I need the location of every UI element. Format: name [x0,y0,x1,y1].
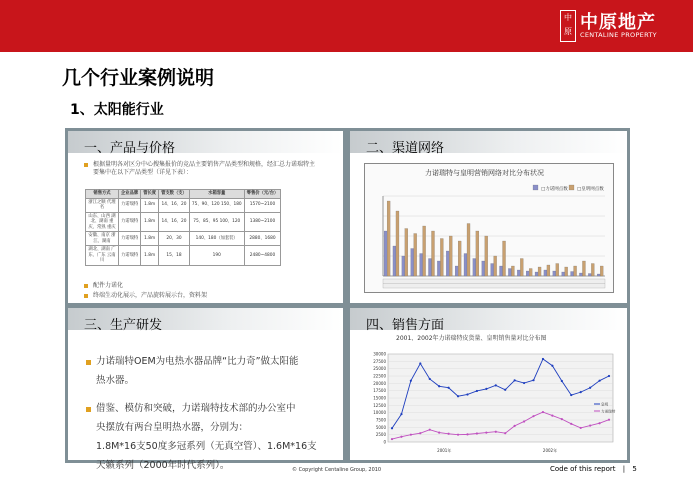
bar-linuo [553,271,556,276]
bar-linuo [420,254,423,277]
data-point [598,380,600,382]
year-label: 2002年 [542,448,558,453]
bar-linuo [517,270,520,276]
data-point [429,429,431,431]
data-point [400,413,402,415]
data-point [438,385,440,387]
table-cell: 190 [189,246,244,266]
table-header-cell: 管长度 [141,190,159,199]
bar-huangming [440,239,443,277]
y-tick-label: 2500 [375,432,386,438]
bar-huangming [423,226,426,276]
table-cell: 力诺瑞特 [119,198,141,212]
table-cell: 14、16、20 [159,212,190,232]
data-point [561,418,563,420]
table-cell: 1.8m [141,212,159,232]
table-cell: 1380~2100 [244,212,281,232]
page-title: 几个行业案例说明 [62,67,215,89]
footer-page-number: 5 [632,465,637,473]
data-point [495,384,497,386]
bar-linuo [437,261,440,276]
data-point [419,432,421,434]
y-tick-label: 30000 [373,351,386,357]
data-point [410,380,412,382]
data-point [466,393,468,395]
data-point [542,358,544,360]
bullet-icon [84,294,88,298]
data-point [551,415,553,417]
bar-linuo [535,272,538,276]
table-cell: 浙江之顺 代理名 [86,198,119,212]
data-point [532,379,534,381]
data-point [476,390,478,392]
bar-huangming [520,259,523,277]
bar-linuo [579,273,582,276]
data-point [608,375,610,377]
table-header-cell: 水箱容量 [189,190,244,199]
y-tick-label: 5000 [375,424,386,430]
rnd-oem-line1: 力诺瑞特OEM为电热水器品牌“比力奇”做太阳能 [96,356,299,367]
data-point [580,391,582,393]
bar-huangming [458,241,461,276]
bar-linuo [491,264,494,277]
data-point [514,379,516,381]
data-point [608,419,610,421]
table-cell: 1.8m [141,198,159,212]
bar-huangming [574,266,577,276]
table-header-cell: 零售价（元/台） [244,190,281,199]
data-point [589,387,591,389]
y-tick-label: 15000 [373,395,386,401]
bar-linuo [588,274,591,277]
table-header-cell: 销售方式 [86,190,119,199]
y-tick-label: 7500 [375,417,386,423]
bullet-icon [86,360,91,365]
table-cell: 山东、山西 湖北、湖南 重庆、常熟 重庆 [86,212,119,232]
bar-huangming [449,236,452,276]
footer-report-code: Code of this report [550,465,616,473]
y-tick-label: 10000 [373,410,386,416]
sales-chart-title: 2001、2002年力诺瑞特皮货量、皇明销售量对比分布图 [396,335,547,342]
bar-linuo [571,272,574,277]
data-point [570,423,572,425]
bar-linuo [473,259,476,277]
table-cell: 75、85、95 100、120 [189,212,244,232]
channel-legend-linuo: □力诺网点数 [541,187,568,192]
bar-linuo [526,271,529,276]
bar-huangming [511,266,514,276]
table-cell: 2880、1680 [244,232,281,246]
data-point [570,394,572,396]
bar-huangming [529,269,532,277]
data-point [504,389,506,391]
bar-huangming [494,256,497,276]
panel-title-rnd: 三、生产研发 [84,318,163,333]
data-point [457,434,459,436]
data-point [391,438,393,440]
data-point [532,415,534,417]
table-cell: 力诺瑞特 [119,212,141,232]
bar-huangming [414,234,417,277]
rnd-tech-line1: 借鉴、模仿和突破，力诺瑞特技术部的办公室中 [96,403,296,414]
data-point [589,424,591,426]
logo-english: CENTALINE PROPERTY [580,31,657,39]
data-point [542,411,544,413]
table-cell: 1.8m [141,232,159,246]
bar-linuo [562,272,565,276]
footer-report-info [550,465,637,473]
bar-huangming [582,261,585,276]
logo-mark: 中原 [560,10,576,42]
logo-name: 中原地产 [580,12,656,33]
table-row [86,246,281,266]
panel-sales [350,308,627,460]
product-display-note: 终端生动化展示，产品旋转展示台，资料架 [93,292,208,299]
bar-linuo [544,270,547,276]
data-point [466,433,468,435]
legend-label: 力诺瑞特 [601,409,616,414]
bar-linuo [455,266,458,276]
table-cell: 20、30 [159,232,190,246]
bar-linuo [384,231,387,276]
bullet-icon [86,407,91,412]
rnd-tech-line2: 央摆放有两台皇明热水器，分别为： [96,422,249,433]
bar-linuo [597,274,600,276]
footer-copyright: © Copyright Centaline Group, 2010 [292,467,382,473]
y-tick-label: 27500 [373,358,386,364]
legend-swatch [569,185,574,190]
data-point [448,433,450,435]
y-tick-label: 25000 [373,366,386,372]
footer-separator: | [622,465,626,473]
table-cell: 湖北、湖南 广东、广东 云南川 [86,246,119,266]
data-point [580,427,582,429]
table-row [86,212,281,232]
rnd-tech-line3: 1.8M*16支50度多冠系列（无真空管）、1.6M*16支 [96,441,317,452]
bar-huangming [405,229,408,277]
header-bar [0,0,693,52]
panel-title-product: 一、产品与价格 [84,141,176,156]
bar-huangming [538,267,541,276]
data-point [485,388,487,390]
panel-product [68,131,343,303]
table-cell: 1.8m [141,246,159,266]
bullet-icon [84,284,88,288]
table-header-row [86,190,281,199]
product-note: 根据量明各对区分中心搜集报价的竞品主要销售产品类型和规格，经汇总力诺瑞特主要集中在以下产品类型（详见下表）： [93,161,316,176]
data-point [561,380,563,382]
bar-linuo [446,251,449,276]
data-point [598,422,600,424]
table-row [86,198,281,212]
bar-huangming [591,264,594,277]
channel-bar-chart [365,164,613,292]
panel-title-channel: 二、渠道网络 [366,141,445,156]
sales-line-chart [358,344,620,456]
bar-linuo [464,254,467,277]
section-subtitle: 1、太阳能行业 [70,102,164,118]
data-point [438,432,440,434]
data-point [400,436,402,438]
legend-swatch [533,185,538,190]
bar-huangming [476,231,479,276]
table-cell: 2480~4800 [244,246,281,266]
table-cell: 1570~2100 [244,198,281,212]
bullet-icon [84,163,88,167]
y-tick-label: 12500 [373,402,386,408]
panel-title-sales: 四、销售方面 [366,318,445,333]
table-cell: 75、90、120 150、180 [189,198,244,212]
data-point [504,432,506,434]
legend-label: 皇明 [601,402,609,407]
bar-linuo [500,266,503,276]
rnd-oem-line2: 热水器。 [96,375,135,386]
table-header-cell: 企业品牌 [119,190,141,199]
bar-huangming [600,266,603,276]
data-point [514,425,516,427]
table-row [86,232,281,246]
bar-huangming [503,241,506,276]
table-cell: 15、18 [159,246,190,266]
channel-chart-title: 力诺瑞特与皇明营销网络对比分布状况 [425,169,544,177]
bar-huangming [387,201,390,276]
year-label: 2001年 [437,448,452,453]
bar-linuo [482,261,485,276]
product-accessory-note: 配件力诺化 [93,282,124,289]
data-point [457,395,459,397]
bar-linuo [402,256,405,276]
product-table [85,189,281,266]
bar-linuo [508,269,511,277]
table-header-cell: 管支数（支） [159,190,190,199]
bar-huangming [565,267,568,276]
data-point [495,431,497,433]
bar-huangming [485,236,488,276]
y-tick-label: 0 [383,439,386,445]
data-point [448,387,450,389]
channel-legend-huangming: □皇明网点数 [577,187,604,192]
bar-huangming [547,265,550,276]
data-point [476,432,478,434]
data-point [391,427,393,429]
data-point [523,420,525,422]
y-tick-label: 22500 [373,373,386,379]
bar-huangming [556,264,559,277]
data-point [485,432,487,434]
bar-linuo [411,249,414,277]
table-cell: 安徽、南京 浙江、湖南 [86,232,119,246]
data-point [429,378,431,380]
data-point [410,434,412,436]
y-tick-label: 20000 [373,380,386,386]
channel-chart-frame [364,163,614,293]
table-cell: 14、16、20 [159,198,190,212]
bar-linuo [428,259,431,277]
rnd-tech-line4: 天籁系列（2000年时代系列）。 [96,460,230,471]
bar-linuo [393,246,396,276]
panel-rnd [68,308,343,471]
bar-huangming [467,224,470,277]
data-point [523,382,525,384]
bar-huangming [431,231,434,276]
table-cell: 140、180（加套装） [189,232,244,246]
panel-channel [350,131,627,303]
data-point [419,362,421,364]
table-cell: 力诺瑞特 [119,232,141,246]
table-cell: 力诺瑞特 [119,246,141,266]
y-tick-label: 17500 [373,388,386,394]
bar-huangming [396,211,399,276]
data-point [551,365,553,367]
